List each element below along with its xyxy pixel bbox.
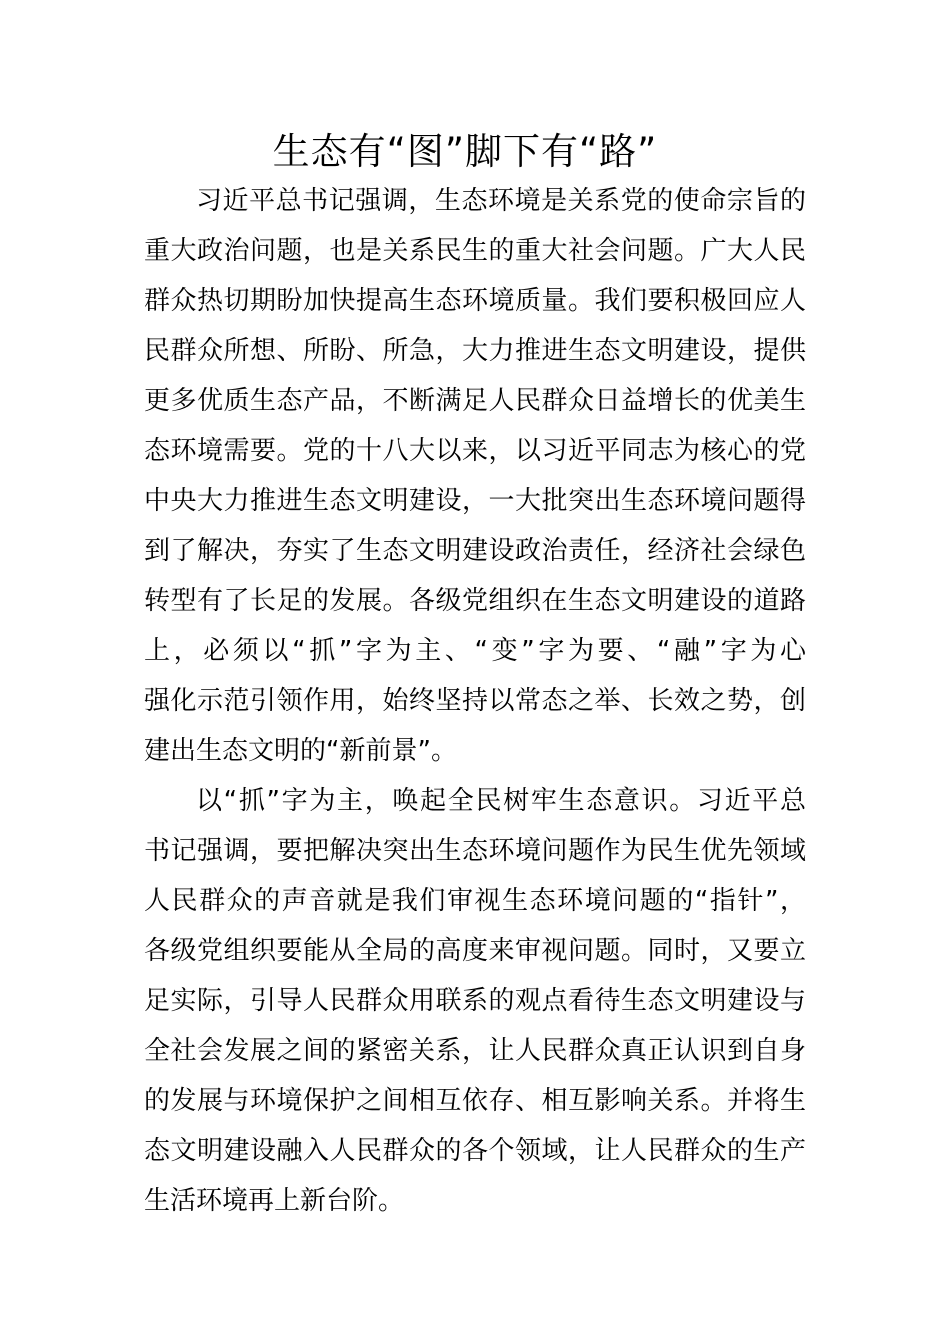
paragraph-line: 上，必须以“抓”字为主、“变”字为要、“融”字为心 bbox=[144, 636, 806, 666]
paragraph-line: 中央大力推进生态文明建设，一大批突出生态环境问题得 bbox=[144, 486, 806, 516]
paragraph-line: 态文明建设融入人民群众的各个领域，让人民群众的生产 bbox=[144, 1136, 806, 1166]
paragraph-line: 以“抓”字为主，唤起全民树牢生态意识。习近平总 bbox=[196, 786, 806, 816]
paragraph-line: 重大政治问题，也是关系民生的重大社会问题。广大人民 bbox=[144, 236, 806, 266]
document-body bbox=[144, 176, 806, 1226]
paragraph-line: 生活环境再上新台阶。 bbox=[144, 1186, 405, 1216]
paragraph-2 bbox=[144, 776, 806, 1226]
paragraph-line: 更多优质生态产品，不断满足人民群众日益增长的优美生 bbox=[144, 386, 806, 416]
paragraph-line: 的发展与环境保护之间相互依存、相互影响关系。并将生 bbox=[144, 1086, 806, 1116]
paragraph-line: 全社会发展之间的紧密关系，让人民群众真正认识到自身 bbox=[144, 1036, 806, 1066]
paragraph-line: 建出生态文明的“新前景”。 bbox=[144, 736, 457, 766]
paragraph-line: 转型有了长足的发展。各级党组织在生态文明建设的道路 bbox=[144, 586, 806, 616]
paragraph-line: 足实际，引导人民群众用联系的观点看待生态文明建设与 bbox=[144, 986, 806, 1016]
paragraph-line: 各级党组织要能从全局的高度来审视问题。同时，又要立 bbox=[144, 936, 806, 966]
paragraph-line: 到了解决，夯实了生态文明建设政治责任，经济社会绿色 bbox=[144, 536, 806, 566]
document-title: 生态有“图”脚下有“路” bbox=[272, 130, 658, 173]
paragraph-line: 习近平总书记强调，生态环境是关系党的使命宗旨的 bbox=[196, 186, 806, 216]
paragraph-1 bbox=[144, 176, 806, 776]
paragraph-line: 民群众所想、所盼、所急，大力推进生态文明建设，提供 bbox=[144, 336, 806, 366]
paragraph-line: 人民群众的声音就是我们审视生态环境问题的“指针”， bbox=[144, 886, 806, 916]
paragraph-line: 群众热切期盼加快提高生态环境质量。我们要积极回应人 bbox=[144, 286, 806, 316]
paragraph-line: 态环境需要。党的十八大以来，以习近平同志为核心的党 bbox=[144, 436, 806, 466]
paragraph-line: 书记强调，要把解决突出生态环境问题作为民生优先领域 bbox=[144, 836, 806, 866]
paragraph-line: 强化示范引领作用，始终坚持以常态之举、长效之势，创 bbox=[144, 686, 806, 716]
